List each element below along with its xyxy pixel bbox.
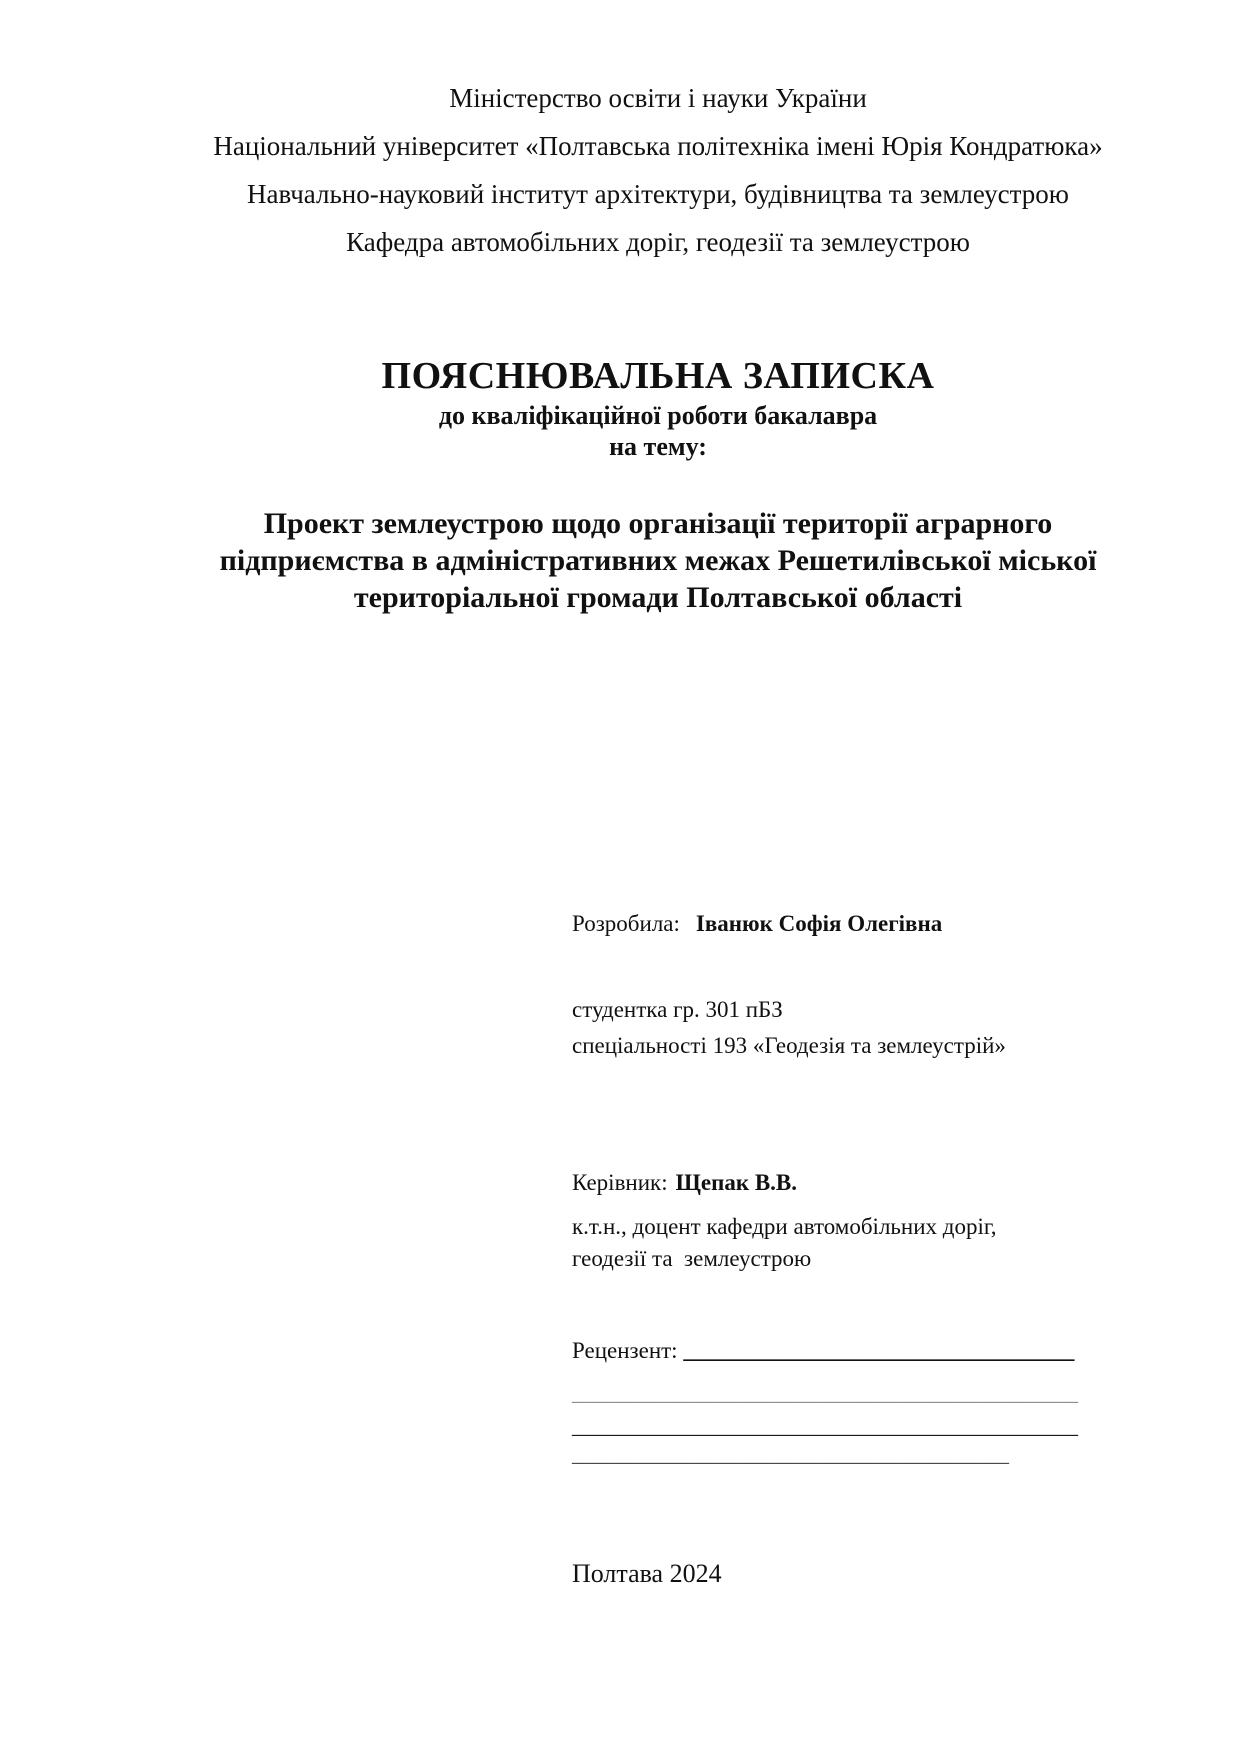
- org-header-block: [76, 74, 1240, 266]
- supervisor-degree-line-1: к.т.н., доцент кафедри автомобільних доріг,: [572, 1214, 997, 1239]
- department-line: Кафедра автомобільних доріг, геодезії та землеустрою: [346, 227, 970, 257]
- theme-label: на тему:: [609, 432, 707, 461]
- supervisor-label: Керівник:: [572, 1170, 668, 1195]
- document-subheading: до кваліфікаційної роботи бакалавра: [438, 401, 878, 430]
- signature-line-3: ______________________________________: [572, 1441, 1009, 1466]
- thesis-title-line-2: підприємства в адміністративних межах Решетилівської міської: [219, 544, 1097, 577]
- supervisor-line: [572, 1168, 797, 1198]
- thesis-title-line-3: територіальної громади Полтавської області: [353, 581, 963, 614]
- developer-line: [572, 909, 942, 939]
- document-heading: ПОЯСНЮВАЛЬНА ЗАПИСКА: [381, 355, 935, 397]
- specialty-line: спеціальності 193 «Геодезія та землеустрій»: [572, 1033, 1006, 1058]
- reviewer-line: [572, 1336, 1074, 1366]
- ministry-line: Міністерство освіти і науки України: [449, 83, 867, 113]
- thesis-title-block: [76, 505, 1240, 616]
- supervisor-degree-line-2: геодезії та землеустрою: [572, 1246, 812, 1271]
- signature-line-1: ____________________________________________: [572, 1380, 1078, 1405]
- developer-label: Розробила:: [572, 911, 680, 936]
- supervisor-name: Щепак В.В.: [675, 1170, 798, 1195]
- reviewer-label: Рецензент:: [572, 1338, 684, 1363]
- developer-name: Іванюк Софія Олегівна: [695, 911, 943, 936]
- signature-line-2: ____________________________________________: [572, 1413, 1078, 1438]
- city-year-line: Полтава 2024: [572, 1559, 722, 1588]
- university-line: Національний університет «Полтавська політехніка імені Юрія Кондратюка»: [213, 131, 1103, 161]
- thesis-title-line-1: Проект землеустрою щодо організації території аграрного: [263, 507, 1053, 540]
- reviewer-signature-line: __________________________________: [683, 1338, 1075, 1363]
- institute-line: Навчально-науковий інститут архітектури, будівництва та землеустрою: [247, 179, 1069, 209]
- student-group-line: студентка гр. 301 пБЗ: [572, 997, 783, 1022]
